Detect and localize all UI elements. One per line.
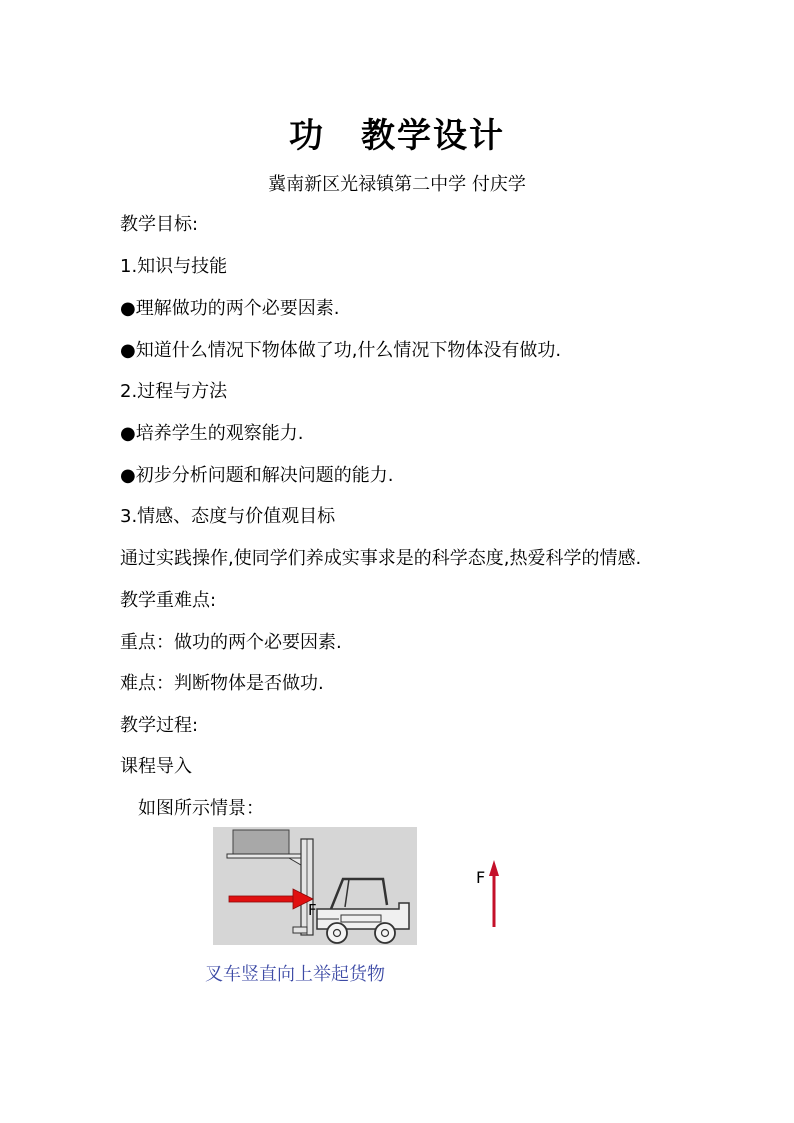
text-line: 教学目标:: [120, 214, 199, 235]
forklift-figure: [213, 827, 417, 945]
cargo-box: [233, 830, 289, 854]
author-line: 冀南新区光禄镇第二中学 付庆学: [268, 174, 526, 195]
fork-tip: [289, 858, 301, 865]
rear-wheel: [375, 923, 395, 943]
figure-caption: 叉车竖直向上举起货物: [205, 964, 385, 985]
upward-arrow-icon: [474, 860, 504, 930]
arrow-label: F: [308, 901, 317, 919]
cab-frame: [331, 879, 387, 909]
text-line: 3.情感、态度与价值观目标: [120, 506, 336, 527]
text-line: 重点：做功的两个必要因素.: [120, 632, 342, 653]
page-title: 功 教学设计: [289, 116, 505, 156]
text-line: 难点：判断物体是否做功.: [120, 673, 324, 694]
fork-plate: [227, 854, 301, 858]
text-line: 2.过程与方法: [120, 381, 228, 402]
force-label: F: [476, 868, 486, 887]
text-line: ●理解做功的两个必要因素.: [120, 298, 340, 319]
text-line: 教学过程:: [120, 715, 199, 736]
text-line: ●培养学生的观察能力.: [120, 423, 304, 444]
force-figure: [474, 860, 504, 930]
front-wheel: [327, 923, 347, 943]
text-line: ●知道什么情况下物体做了功,什么情况下物体没有做功.: [120, 340, 562, 361]
text-line: 如图所示情景：: [138, 798, 264, 819]
push-arrow-shaft: [229, 896, 297, 902]
text-line: 1.知识与技能: [120, 256, 228, 277]
text-line: 通过实践操作,使同学们养成实事求是的科学态度,热爱科学的情感.: [120, 548, 642, 569]
forklift-drawing: [213, 827, 417, 945]
text-line: 教学重难点:: [120, 590, 217, 611]
text-line: ●初步分析问题和解决问题的能力.: [120, 465, 394, 486]
text-line: 课程导入: [120, 756, 192, 777]
